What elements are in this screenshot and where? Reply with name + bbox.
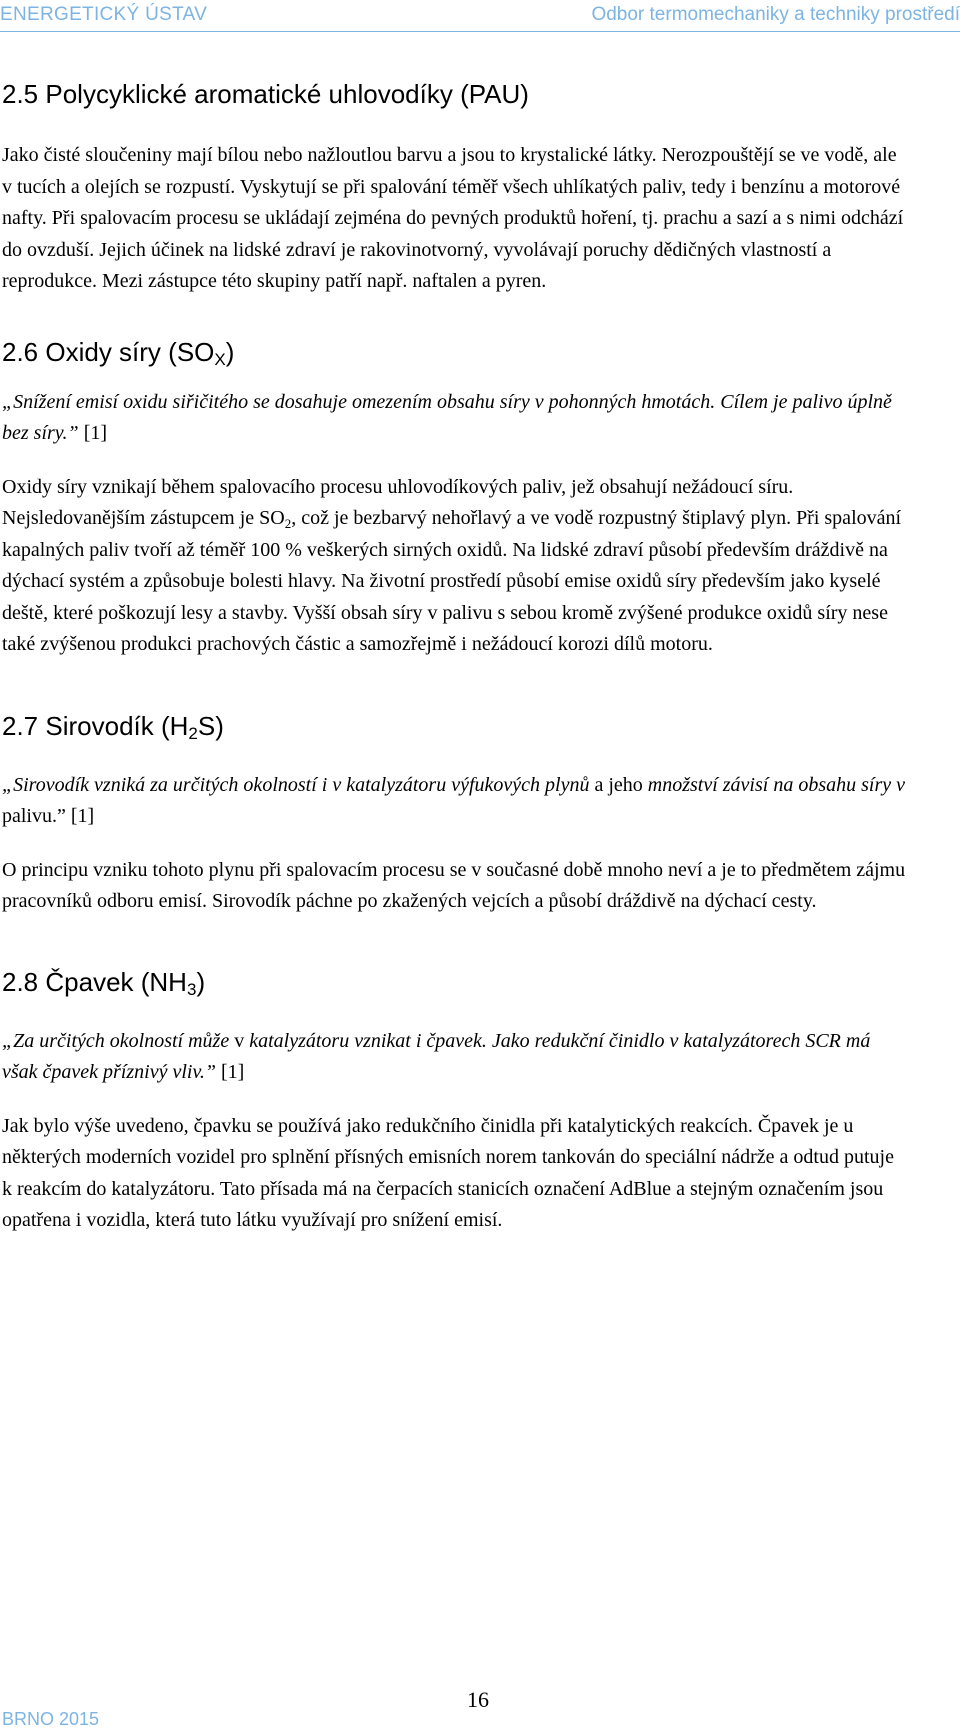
page-header: [0, 0, 960, 34]
page-content: [2, 72, 908, 1237]
citation-ref: [1]: [78, 422, 108, 444]
header-rule: [0, 31, 960, 32]
header-institute: ENERGETICKÝ ÚSTAV: [0, 4, 208, 25]
paragraph-pau: Jako čisté sloučeniny mají bílou nebo nažloutlou barvu a jsou to krystalické látky. Nerozpouštějí se ve vodě, ale v tucích a olejích se rozpustí. Vyskytují se při spalování téměř všech uhlíkatých paliv, tedy i benzínu a motorové nafty. Při spalovacím procesu se ukládají zejména do pevných produktů hoření, tj. prachu a sazí a s nimi odchází do ovzduší. Jejich účinek na lidské zdraví je rakovinotvorný, vyvolávají poruchy dědičných vlastností a reprodukce. Mezi zástupce této skupiny patří např. naftalen a pyren.: [2, 144, 904, 292]
heading-2-5: 2.5 Polycyklické aromatické uhlovodíky (PAU): [2, 79, 529, 109]
quote-ammonia: „Za určitých okolností může v katalyzátoru vznikat i čpavek. Jako redukční činidlo v katalyzátorech SCR má však čpavek příznivý vliv.” [1]: [2, 1029, 871, 1083]
quote-hydrogen-sulfide: „Sirovodík vzniká za určitých okolností i v katalyzátoru výfukových plynů a jeho množství závisí na obsahu síry v palivu.” [1]: [2, 773, 905, 827]
quote-sulfur: „Snížení emisí oxidu siřičitého se dosahuje omezením obsahu síry v pohonných hmotách. Cílem je palivo úplně bez síry.” [1]: [2, 390, 892, 444]
header-department: Odbor termomechaniky a techniky prostředí: [591, 4, 960, 25]
citation-ref: [1]: [65, 805, 95, 827]
citation-ref: [1]: [215, 1061, 245, 1083]
footer-location-year: BRNO 2015: [2, 1709, 100, 1729]
heading-2-8: 2.8 Čpavek $(NH_3)$: [2, 966, 206, 999]
paragraph-ammonia: Jak bylo výše uvedeno, čpavku se používá jako redukčního činidla při katalytických reakcích. Čpavek je u některých moderních vozidel pro splnění přísných emisních norem tankován do speciální nádrže a odtud putuje k reakcím do katalyzátoru. Tato přísada má na čerpacích stanicích označení AdBlue a stejným označením jsou opatřena i vozidla, která tuto látku využívají pro snížení emisí.: [2, 1114, 894, 1231]
page-number: 16: [467, 1687, 489, 1712]
paragraph-sulfur-oxides: Oxidy síry vznikají během spalovacího procesu uhlovodíkových paliv, jež obsahují nežádoucí síru. Nejsledovanějším zástupcem je $SO_2$, což je bezbarvý nehořlavý a ve vodě rozpustný štiplavý plyn. Při spalování kapalných paliv tvoří až téměř 100 % veškerých sirných oxidů. Na lidské zdraví působí především dráždivě na dýchací systém a způsobuje bolesti hlavy. Na životní prostředí působí emise oxidů síry především jako kyselé deště, které poškozují lesy a stavby. Vyšší obsah síry v palivu s sebou kromě zvýšené produkce oxidů síry nese také zvýšenou produkci prachových částic a samozřejmě i nežádoucí korozi dílů motoru.: [2, 475, 902, 655]
heading-2-7: 2.7 Sirovodík $(H_2S)$: [2, 710, 224, 743]
heading-2-6: 2.6 Oxidy síry $(SO_X)$: [2, 336, 235, 369]
paragraph-hydrogen-sulfide: O principu vzniku tohoto plynu při spalovacím procesu se v současné době mnoho neví a je to předmětem zájmu pracovníků odboru emisí. Sirovodík páchne po zkažených vejcích a působí dráždivě na dýchací cesty.: [2, 858, 906, 912]
